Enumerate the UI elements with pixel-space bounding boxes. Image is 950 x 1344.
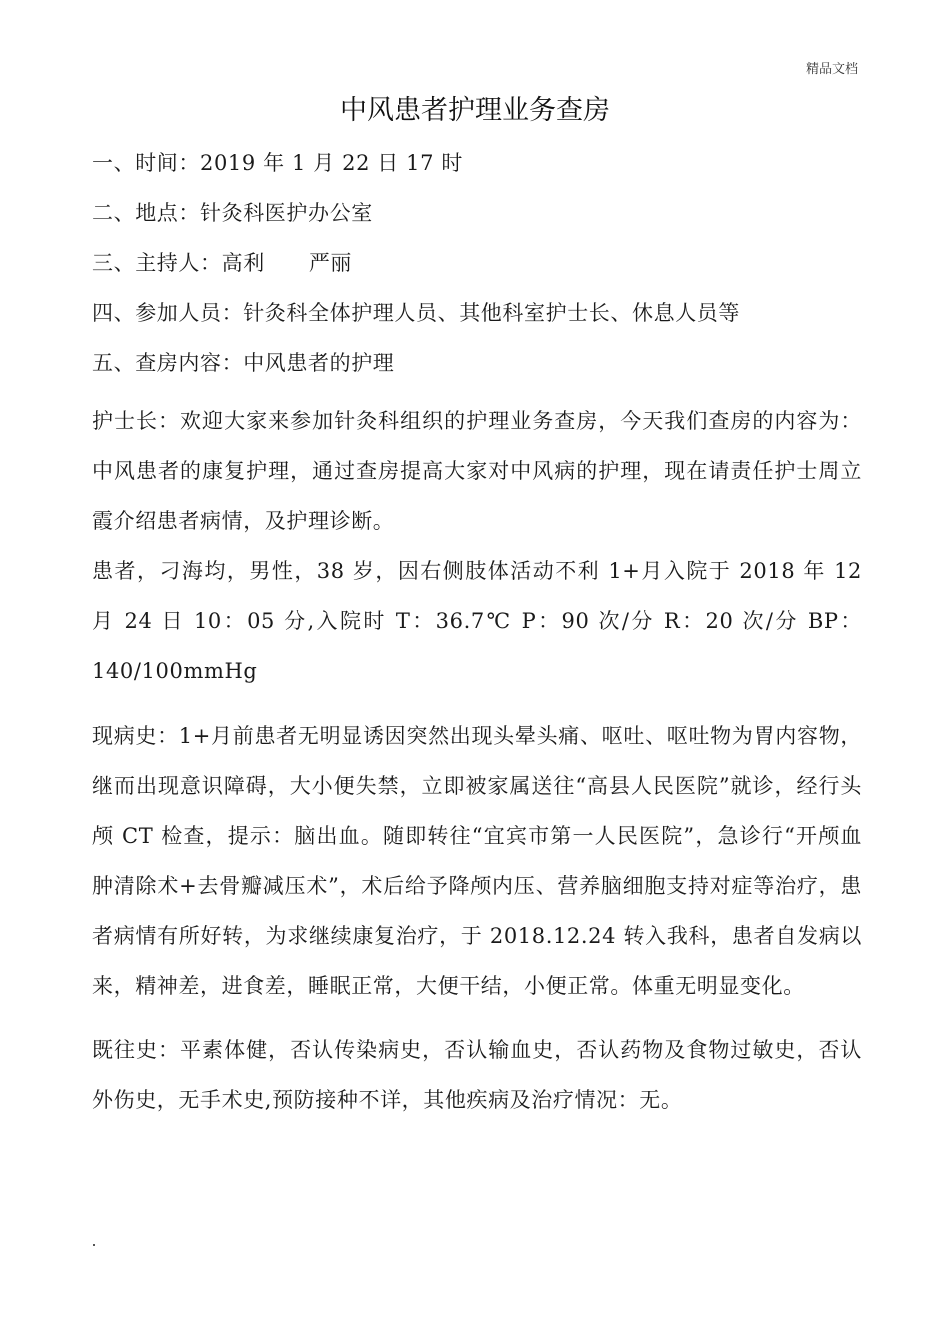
item-host-second: 严丽 — [308, 251, 353, 275]
item-host — [92, 246, 862, 296]
present-history: 现病史：1+月前患者无明显诱因突然出现头晕头痛、呕吐、呕吐物为胃内容物，继而出现意识障碍，大小便失禁，立即被家属送往“高县人民医院”就诊，经行头颅 CT 检查，提示：脑出血。随即转往“宜宾市第一人民医院”，急诊行“开颅血肿清除术+去骨瓣减压术”，术后给予降颅内压、营养脑细胞支持对症等治疗，患者病情有所好转，为求继续康复治疗，于 2018.12.24 转入我科，患者自发病以来，精神差，进食差，睡眠正常，大便干结，小便正常。体重无明显变化。 — [92, 724, 862, 998]
footer-mark — [93, 1244, 95, 1246]
past-history: 既往史：平素体健，否认传染病史，否认输血史，否认药物及食物过敏史，否认外伤史，无手术史,预防接种不详，其他疾病及治疗情况：无。 — [92, 1038, 862, 1112]
item-content: 五、查房内容：中风患者的护理 — [92, 351, 395, 375]
document-body — [92, 146, 862, 1125]
item-participants: 四、参加人员：针灸科全体护理人员、其他科室护士长、休息人员等 — [92, 301, 740, 325]
item-location: 二、地点：针灸科医护办公室 — [92, 201, 373, 225]
header-watermark: 精品文档 — [805, 62, 858, 77]
item-host-first: 三、主持人：高利 — [92, 251, 265, 275]
item-time: 一、时间：2019 年 1 月 22 日 17 时 — [92, 151, 463, 175]
head-nurse-intro: 护士长：欢迎大家来参加针灸科组织的护理业务查房，今天我们查房的内容为：中风患者的康复护理，通过查房提高大家对中风病的护理，现在请责任护士周立霞介绍患者病情，及护理诊断。 — [92, 409, 862, 533]
document-title: 中风患者护理业务查房 — [340, 95, 610, 126]
patient-summary: 患者，刁海均，男性，38 岁，因右侧肢体活动不利 1+月入院于 2018 年 12 月 24 日 10：05 分,入院时 T：36.7℃ P：90 次/分 R：20 次/分 BP：140/100mmHg — [92, 559, 862, 683]
